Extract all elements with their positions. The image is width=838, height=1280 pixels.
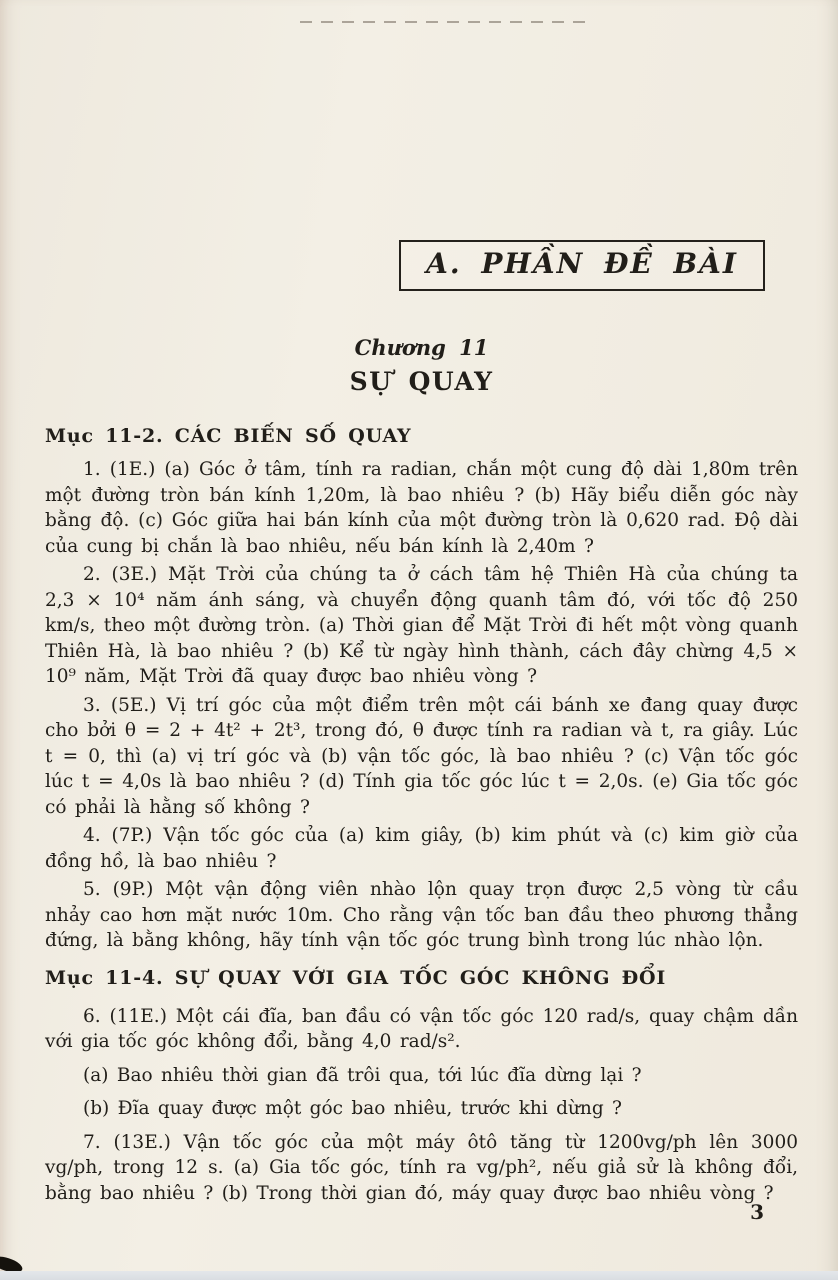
part-header-box (399, 240, 765, 291)
section-heading-11-2: Mục 11-2. CÁC BIẾN SỐ QUAY (45, 425, 412, 447)
desk-surface-band (0, 1271, 838, 1280)
problem-1: 1. (1E.) (a) Góc ở tâm, tính ra radian, chắn một cung độ dài 1,80m trên một đường tròn bán kính 1,20m, là bao nhiêu ? (b) Hãy biểu diễn góc này bằng độ. (c) Góc giữa hai bán kính của một đường tròn là 0,620 rad. Độ dài của cung bị chắn là bao nhiêu, nếu bán kính là 2,40m ? (45, 459, 798, 557)
chapter-title: SỰ QUAY (349, 367, 494, 396)
part-header-label: A. PHẦN ĐỀ BÀI (426, 247, 738, 280)
page-content (45, 0, 798, 1209)
section-heading-11-4: Mục 11-4. SỰ QUAY VỚI GIA TỐC GÓC KHÔNG ĐỔI (45, 966, 667, 989)
problem-6-subitem-b: (b) Đĩa quay được một góc bao nhiêu, trước khi dừng ? (83, 1098, 622, 1119)
problem-7: 7. (13E.) Vận tốc góc của một máy ôtô tăng từ 1200vg/ph lên 3000 vg/ph, trong 12 s. (a) Gia tốc góc, tính ra vg/ph², nếu giả sử là không đổi, bằng bao nhiêu ? (b) Trong thời gian đó, máy quay được bao nhiêu vòng ? (45, 1131, 798, 1204)
part-header-row (45, 0, 798, 291)
problem-4: 4. (7P.) Vận tốc góc của (a) kim giây, (b) kim phút và (c) kim giờ của đồng hồ, là bao nhiêu ? (45, 825, 798, 872)
problem-5: 5. (9P.) Một vận động viên nhào lộn quay trọn được 2,5 vòng từ cầu nhảy cao hơn mặt nước 10m. Cho rằng vận tốc ban đầu theo phương thẳng đứng, là bằng không, hãy tính vận tốc góc trung bình trong lúc nhào lộn. (45, 879, 798, 951)
problem-3: 3. (5E.) Vị trí góc của một điểm trên một cái bánh xe đang quay được cho bởi θ = 2 + 4t² + 2t³, trong đó, θ được tính ra radian và t, ra giây. Lúc t = 0, thì (a) vị trí góc và (b) vận tốc góc, là bao nhiêu ? (c) Vận tốc góc lúc t = 4,0s là bao nhiêu ? (d) Tính gia tốc góc lúc t = 2,0s. (e) Gia tốc góc có phải là hằng số không ? (45, 694, 798, 818)
chapter-label: Chương 11 (354, 335, 489, 360)
problem-6-subitem-a: (a) Bao nhiêu thời gian đã trôi qua, tới lúc đĩa dừng lại ? (83, 1064, 642, 1086)
problem-2: 2. (3E.) Mặt Trời của chúng ta ở cách tâm hệ Thiên Hà của chúng ta 2,3 × 10⁴ năm ánh sáng, và chuyển động quanh tâm đó, với tốc độ 250 km/s, theo một đường tròn. (a) Thời gian để Mặt Trời đi hết một vòng quanh Thiên Hà, là bao nhiêu ? (b) Kể từ ngày hình thành, cách đây chừng 4,5 × 10⁹ năm, Mặt Trời đã quay được bao nhiêu vòng ? (45, 564, 798, 687)
problem-6: 6. (11E.) Một cái đĩa, ban đầu có vận tốc góc 120 rad/s, quay chậm dần với gia tốc góc không đổi, bằng 4,0 rad/s². (45, 1005, 798, 1052)
page-number: 3 (750, 1200, 764, 1224)
